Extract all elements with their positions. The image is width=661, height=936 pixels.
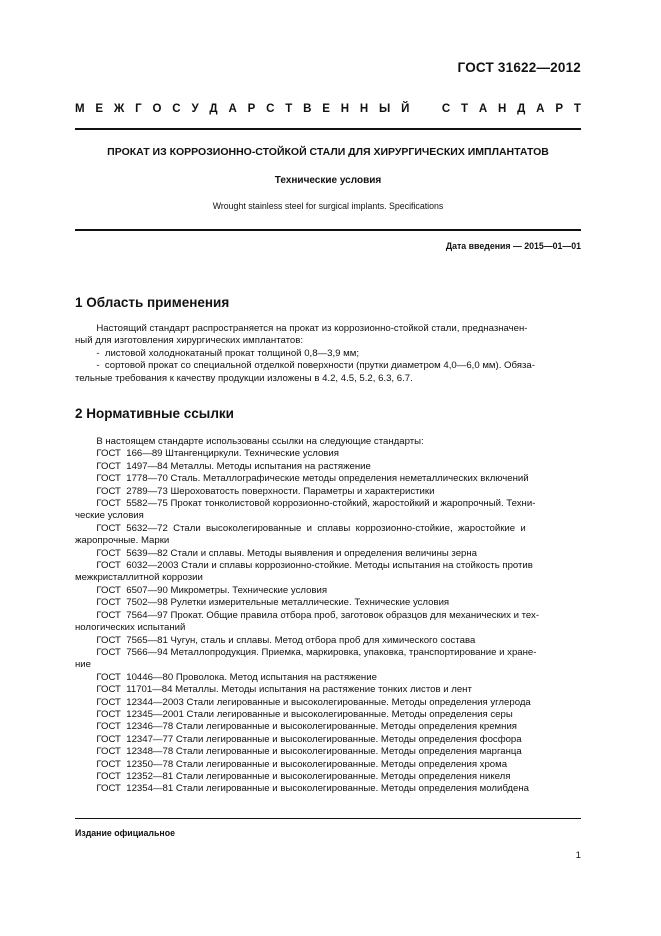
reference-line: нологических испытаний	[75, 622, 186, 634]
paragraph-line: ный для изготовления хирургических имплантатов:	[75, 335, 303, 347]
banner-letter: Е	[95, 103, 104, 115]
reference-line: ГОСТ 12354—81 Стали легированные и высоколегированные. Методы определения молибдена	[75, 783, 529, 795]
section-2-heading: 2 Нормативные ссылки	[75, 406, 234, 421]
banner-letter: Т	[285, 103, 293, 115]
banner-letter: В	[303, 103, 312, 115]
banner-letter: М	[75, 103, 85, 115]
section-1-heading: 1 Область применения	[75, 295, 230, 310]
section-1-body	[75, 323, 581, 385]
banner-letter: А	[478, 103, 488, 115]
interstate-standard-banner	[75, 103, 581, 115]
reference-line: ГОСТ 6507—90 Микрометры. Технические условия	[75, 584, 328, 596]
reference-line: ГОСТ 5632—72 Стали высоколегированные и сплавы коррозионно-стойкие, жаростойкие и	[75, 522, 526, 534]
reference-line: ГОСТ 6032—2003 Стали и сплавы коррозионно-стойкие. Методы испытания на стойкость против	[75, 560, 533, 572]
reference-line: ГОСТ 11701—84 Металлы. Методы испытания на растяжение тонких листов и лент	[75, 684, 472, 696]
paragraph-line: тельные требования к качеству продукции изложены в 4.2, 4.5, 5.2, 6.3, 6.7.	[75, 372, 413, 384]
banner-letter: Т	[461, 103, 469, 115]
reference-line: ГОСТ 7566—94 Металлопродукция. Приемка, маркировка, упаковка, транспортирование и хране-	[75, 646, 537, 658]
banner-letter: Г	[135, 103, 142, 115]
reference-line: ГОСТ 7502—98 Рулетки измерительные металлические. Технические условия	[75, 597, 450, 609]
banner-letter: Ы	[379, 103, 391, 115]
banner-letter: С	[266, 103, 275, 115]
reference-line: ГОСТ 5582—75 Прокат тонколистовой коррозионно-стойкий, жаростойкий и жаропрочный. Техни-	[75, 498, 536, 510]
banner-letter: Н	[359, 103, 369, 115]
banner-letter: Р	[555, 103, 563, 115]
banner-letter: С	[172, 103, 181, 115]
banner-letter: А	[536, 103, 545, 115]
reference-line: ГОСТ 12344—2003 Стали легированные и высоколегированные. Методы определения углерода	[75, 696, 531, 708]
reference-line: межкристаллитной коррозии	[75, 572, 203, 584]
reference-line: ГОСТ 1497—84 Металлы. Методы испытания на растяжение	[75, 460, 371, 472]
reference-line: жаропрочные. Марки	[75, 535, 170, 547]
reference-line: ГОСТ 166—89 Штангенциркули. Технические условия	[75, 448, 339, 460]
banner-letter: С	[441, 103, 451, 115]
banner-letter: Д	[209, 103, 218, 115]
document-title: ПРОКАТ ИЗ КОРРОЗИОННО-СТОЙКОЙ СТАЛИ ДЛЯ ХИРУРГИЧЕСКИХ ИМПЛАНТАТОВ	[107, 146, 549, 158]
document-subtitle: Технические условия	[274, 175, 382, 186]
paragraph-line: - сортовой прокат со специальной отделкой поверхности (прутки диаметром 4,0—6,0 мм). Обяза-	[75, 360, 535, 372]
reference-line: ГОСТ 12347—77 Стали легированные и высоколегированные. Методы определения фосфора	[75, 733, 522, 745]
reference-line: В настоящем стандарте использованы ссылки на следующие стандарты:	[75, 436, 424, 447]
reference-line: ГОСТ 1778—70 Сталь. Металлографические методы определения неметаллических включений	[75, 473, 529, 485]
reference-line: ГОСТ 12348—78 Стали легированные и высоколегированные. Методы определения марганца	[75, 746, 522, 758]
reference-line: ГОСТ 12350—78 Стали легированные и высоколегированные. Методы определения хрома	[75, 758, 508, 770]
top-rule	[75, 128, 581, 130]
banner-letter: Д	[517, 103, 526, 115]
banner-letter: У	[191, 103, 199, 115]
reference-line: ГОСТ 7564—97 Прокат. Общие правила отбора проб, заготовок образцов для механических и тех-	[75, 609, 540, 621]
banner-letter: Н	[340, 103, 350, 115]
section-2-body	[75, 436, 581, 796]
banner-letter: Е	[322, 103, 330, 115]
banner-letter: Р	[247, 103, 256, 115]
english-title: Wrought stainless steel for surgical implants. Specifications	[212, 201, 444, 211]
reference-line: ГОСТ 12346—78 Стали легированные и высоколегированные. Методы определения кремния	[75, 721, 517, 733]
banner-letter: О	[152, 103, 162, 115]
reference-line: ние	[75, 659, 91, 671]
reference-line: ческие условия	[75, 510, 144, 522]
paragraph-line: Настоящий стандарт распространяется на прокат из коррозионно-стойкой стали, предназначен-	[75, 323, 528, 334]
reference-line: ГОСТ 12345—2001 Стали легированные и высоколегированные. Методы определения серы	[75, 708, 513, 720]
doc-number: ГОСТ 31622—2012	[457, 60, 581, 75]
reference-line: ГОСТ 2789—73 Шероховатость поверхности. Параметры и характеристики	[75, 485, 435, 497]
banner-letter: Н	[498, 103, 507, 115]
footer-rule	[75, 818, 581, 819]
edition-label: Издание официальное	[75, 828, 175, 838]
paragraph-line: - листовой холоднокатаный прокат толщиной 0,8—3,9 мм;	[75, 347, 359, 359]
banner-letter: А	[228, 103, 237, 115]
banner-letter: Т	[573, 103, 581, 115]
reference-line: ГОСТ 10446—80 Проволока. Метод испытания на растяжение	[75, 671, 377, 683]
intro-date: Дата введения — 2015—01—01	[445, 241, 581, 251]
banner-letter: Й	[401, 103, 410, 115]
reference-line: ГОСТ 5639—82 Стали и сплавы. Методы выявления и определения величины зерна	[75, 547, 478, 559]
title-bottom-rule	[75, 229, 581, 231]
page-number: 1	[575, 850, 581, 861]
banner-letter: Ж	[113, 103, 125, 115]
reference-line: ГОСТ 12352—81 Стали легированные и высоколегированные. Методы определения никеля	[75, 770, 511, 782]
reference-line: ГОСТ 7565—81 Чугун, сталь и сплавы. Метод отбора проб для химического состава	[75, 634, 476, 646]
